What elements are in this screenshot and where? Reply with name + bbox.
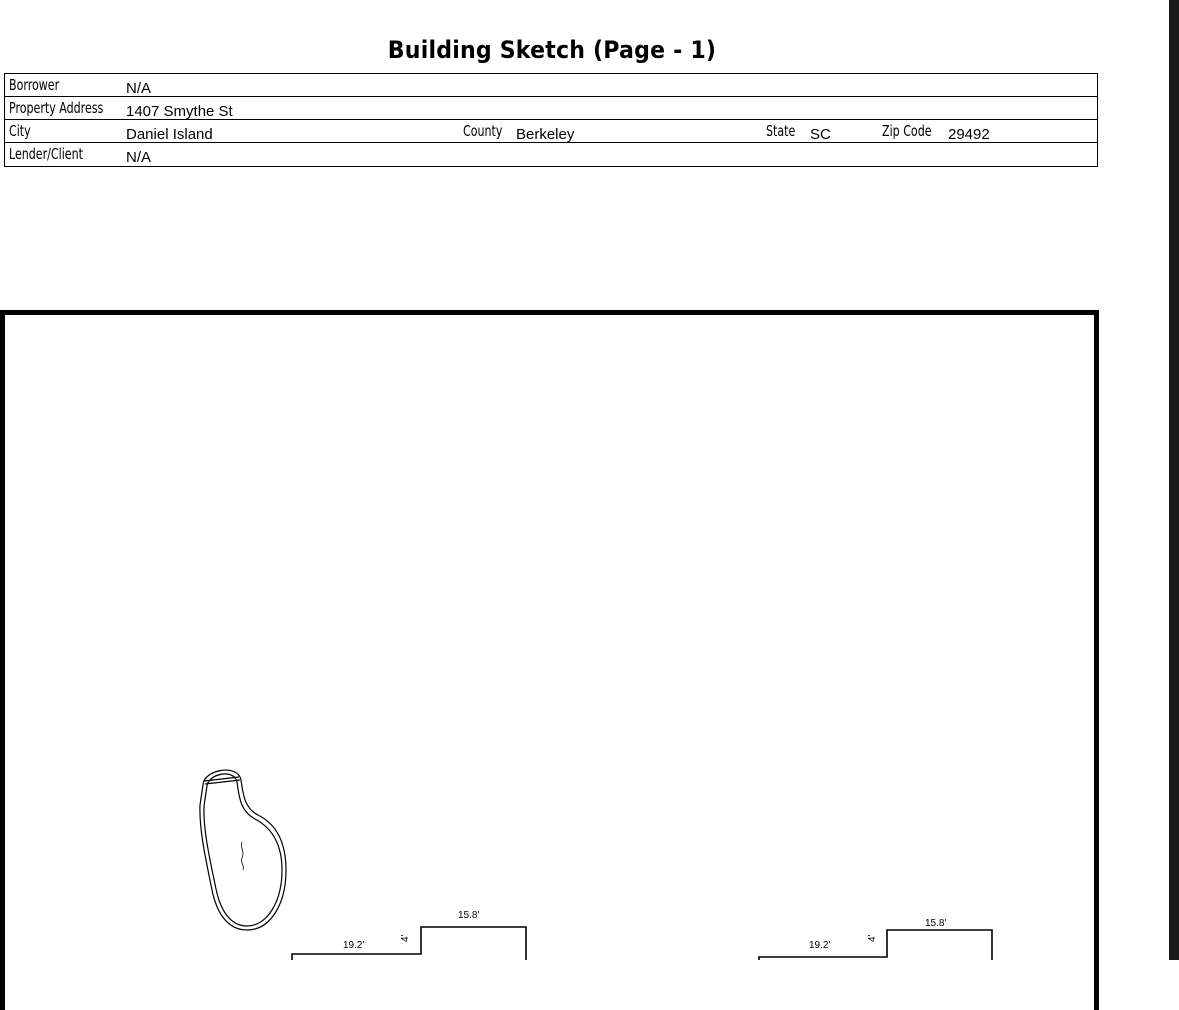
scrollbar[interactable] [1169,0,1179,960]
zip-value: 29492 [948,126,990,143]
city-value: Daniel Island [126,126,213,143]
left-building-outline [292,927,526,960]
pool-shape [200,770,286,930]
state-value: SC [810,126,831,143]
left-side-width-label: 19.2' [343,940,365,951]
right-top-width-label: 15.8' [925,918,947,929]
state-label: State [766,122,796,140]
left-step-label: 4' [400,934,411,942]
lender-value: N/A [126,149,152,166]
right-building-outline [759,930,992,960]
county-value: Berkeley [516,126,575,143]
right-side-width-label: 19.2' [809,940,831,951]
right-step-label: 4' [867,934,878,942]
county-label: County [463,122,503,140]
lender-label: Lender/Client [9,145,83,163]
left-top-width-label: 15.8' [458,910,480,921]
borrower-value: N/A [126,80,152,97]
address-label: Property Address [9,99,104,117]
address-value: 1407 Smythe St [126,103,233,120]
zip-label: Zip Code [882,122,932,140]
page-title: Building Sketch (Page - 1) [387,36,717,64]
city-label: City [9,122,31,140]
borrower-label: Borrower [9,76,60,94]
